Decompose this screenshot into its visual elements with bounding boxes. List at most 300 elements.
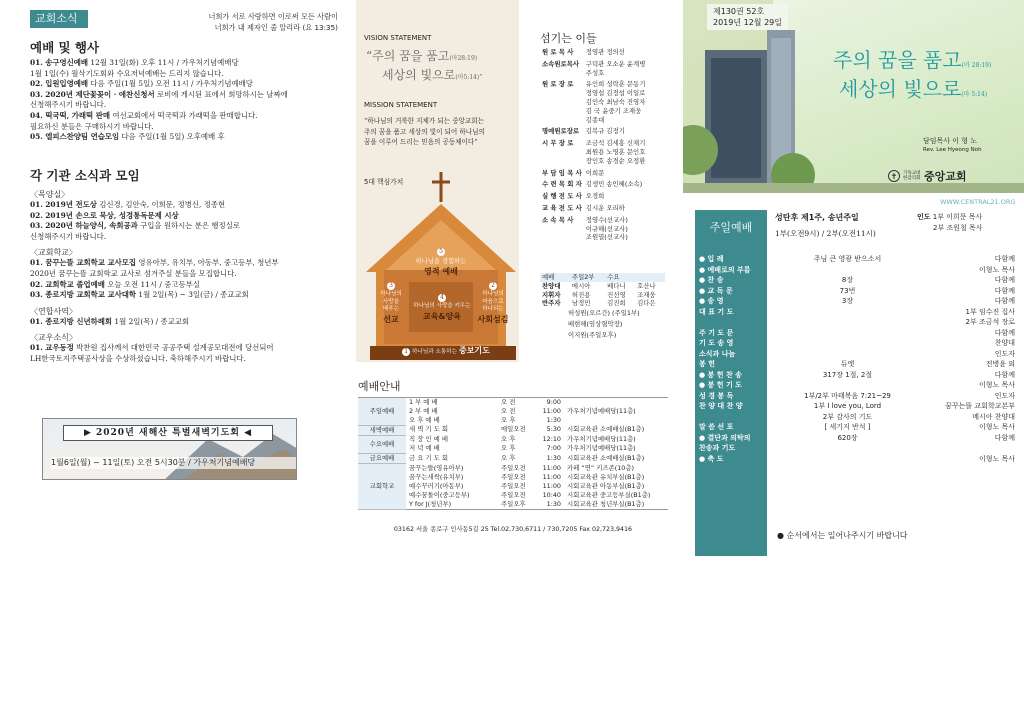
- church-address: 03162 서울 종로구 인사동5길 25 Tel.02,730,6711 / 730,7205 Fax 02,723,9416: [393, 526, 633, 534]
- choir-header: [540, 273, 665, 282]
- order-label: 찬 송: [707, 276, 724, 284]
- service-time: 9:00: [546, 398, 561, 406]
- group-name: 〈교회학교〉: [30, 248, 77, 258]
- footnote-text: 순서에서는 일어나주시기 바랍니다: [786, 531, 908, 540]
- item-title: 종로지방 교회학교 교사대학: [45, 290, 137, 300]
- staff-names: 이희문: [585, 168, 605, 177]
- service-time: 11:00: [542, 463, 561, 472]
- order-label: 성 경 봉 독: [699, 391, 734, 400]
- service-place: 시회교육관 청년부실(B1층): [567, 500, 645, 509]
- stand-dot-icon: ●: [699, 265, 708, 274]
- order-leader: 다함께: [994, 286, 1015, 295]
- choir-cell: 남정민: [571, 299, 591, 308]
- staff-role: 수 련 목 회 자: [542, 180, 582, 189]
- vision-statement: [366, 48, 516, 86]
- event-item: [30, 132, 330, 143]
- group-item: [30, 258, 330, 279]
- item-title: 2020년 제단꽃꽂이 · 애찬신청서: [45, 89, 155, 99]
- order-label: 교 독 문: [707, 286, 733, 295]
- staff-role: 소속원로목사: [542, 59, 580, 68]
- order-label-cell: [695, 296, 767, 307]
- service-place: 시회교육관 중고등부실(B1층): [567, 490, 651, 499]
- item-title: 떡국떡, 가래떡 판매: [45, 110, 111, 120]
- choir-cell: 김진희: [607, 299, 626, 308]
- staff-names: 김시운 오리하: [585, 203, 625, 212]
- leaders: [917, 212, 1012, 234]
- choir-cell: 베다니: [607, 281, 626, 290]
- order-row: [695, 307, 1015, 328]
- value-title: 중보기도: [458, 346, 490, 355]
- choir-extra-line: 이지원(주일오후): [568, 331, 617, 340]
- value-1: [376, 345, 516, 356]
- service-place: 시회교육관 아동부실(B1층): [567, 481, 645, 490]
- stand-dot-icon: ●: [699, 255, 708, 263]
- service-day: 주일오전: [501, 490, 526, 499]
- service-name: 예수꿈돌이(중고등부): [409, 490, 470, 499]
- item-number: 05.: [30, 132, 43, 142]
- vision-line: “주의 꿈을 품고: [366, 49, 450, 63]
- service-day: 주일오후: [501, 500, 526, 509]
- value-title: 영적 예배: [424, 267, 458, 276]
- group-name: 〈연합사역〉: [30, 306, 77, 316]
- choir-extra-line: 허성원(오르간) (주일1부): [568, 309, 640, 318]
- order-leader: 인도자: [994, 349, 1015, 358]
- service-category: 주일예배: [358, 398, 406, 426]
- choir-table: [540, 273, 665, 308]
- order-detail: 3장: [841, 297, 854, 305]
- service-category: 금요예배: [358, 454, 406, 464]
- order-leader: 전병윤 외: [985, 360, 1015, 368]
- value-3: [371, 272, 411, 325]
- service-day: 오 후: [501, 435, 516, 444]
- service-place: 시회교육관 소예배실(B1층): [567, 425, 645, 434]
- service-time: 11:00: [542, 407, 561, 416]
- service-time: 12:10: [542, 435, 561, 444]
- item-text: 다음 주일(1월 5일) 오후예배 후: [119, 132, 225, 142]
- cover-title-line: 주의 꿈을 품고: [833, 48, 962, 72]
- order-label-cell: [695, 275, 767, 286]
- value-desc: 하나님의 마음으로 하나되는: [482, 291, 504, 312]
- order-row: [695, 433, 1015, 454]
- service-time: 1:30: [546, 416, 561, 425]
- staff-row: [540, 127, 647, 139]
- choir-cell: 진선영: [607, 290, 626, 299]
- staff-row: [540, 192, 647, 204]
- order-leader: 인도자: [994, 391, 1015, 400]
- item-text: 여선교회에서 떡국떡과 가래떡을 판매합니다. 필요하신 분들은 구매하시기 바랍니다.: [30, 110, 258, 131]
- pastor-name: 담임목사 이 형 노: [923, 137, 978, 145]
- staff-row: [540, 216, 647, 245]
- order-leader: 이형노 목사: [978, 265, 1015, 274]
- value-desc: 하나님과 소통하는: [412, 349, 458, 355]
- item-text: 구입을 원하시는 분은 행정실로 신청해주시기 바랍니다.: [30, 221, 240, 241]
- service-day: 오 후: [501, 416, 516, 425]
- staff-role: 명예원로장로: [542, 127, 580, 136]
- choir-header-cell: [635, 273, 665, 282]
- order-label: 봉 헌 기 도: [707, 381, 742, 389]
- order-detail: [ 세기지 반석 ]: [824, 423, 871, 431]
- staff-names: 김생민 송민혜(소속): [585, 180, 643, 189]
- staff-table: [540, 48, 647, 245]
- item-title: 2020년 하늘양식, 속회공과: [45, 221, 138, 231]
- order-row: [695, 265, 1015, 276]
- choir-header-cell: 수요: [607, 273, 620, 281]
- order-label: 축 도: [707, 454, 724, 463]
- service-place: 가우처기념예배당(11층): [567, 407, 636, 416]
- item-text: 1월 2일(목) / 종교교회: [112, 316, 190, 326]
- order-row: [695, 328, 1015, 339]
- order-label-cell: [695, 380, 767, 391]
- group-item: [30, 280, 330, 291]
- choir-cell: 지휘자: [542, 290, 561, 299]
- order-label-cell: [695, 265, 767, 276]
- order-detail: 주님 큰 영광 받으소서: [813, 255, 882, 263]
- service-place: [564, 398, 668, 408]
- staff-row: [540, 139, 647, 168]
- service-row: [358, 425, 668, 435]
- service-name: 금 요 기 도 회: [409, 453, 448, 462]
- verse: 너희가 서로 사랑하면 이로써 모든 사람이 너희가 내 제자인 줄 알리라 (요 13:35): [208, 12, 338, 32]
- order-detail: 1부 I love you, Lord 2부 감사의 기도: [813, 402, 882, 421]
- service-name: 1 부 예 배: [409, 398, 438, 406]
- issue-date: 2019년 12월 29일: [713, 18, 782, 27]
- order-detail: 620장: [837, 433, 858, 442]
- order-label: 봉 헌: [699, 360, 715, 368]
- church-logo: [888, 168, 967, 184]
- leader-2: 2부 조원철 목사: [933, 224, 983, 232]
- staff-row: [540, 80, 647, 127]
- order-label: 봉 헌 찬 송: [707, 370, 742, 379]
- service-day: 오 후: [501, 444, 516, 453]
- order-label: 예배로의 부름: [707, 265, 751, 274]
- item-text: 로비에 게시된 표에서 희망하시는 날짜에 신청해주시기 바랍니다.: [30, 89, 288, 110]
- staff-row: [540, 48, 647, 60]
- item-title: 교회학교 졸업예배: [45, 279, 105, 289]
- order-detail: [767, 338, 920, 349]
- item-number: 02.: [30, 210, 43, 220]
- order-leader: 이형노 목사: [978, 454, 1015, 463]
- staff-names: 정영관 정의선: [585, 48, 625, 56]
- order-leader: 이형노 목사: [978, 381, 1015, 389]
- item-title: 종로지방 신년하례회: [45, 316, 113, 326]
- choir-cell: 조재웅: [637, 290, 656, 299]
- cover-title-line: 세상의 빛으로: [839, 77, 962, 101]
- service-name: 새 벽 기 도 회: [409, 425, 448, 434]
- event-item: [30, 58, 330, 79]
- service-category: 수요예배: [358, 435, 406, 453]
- staff-names: 김복규 김정기: [585, 127, 625, 136]
- worship-guide: [358, 378, 668, 533]
- service-name: 꿈꾸는새싹(유치부): [409, 472, 464, 481]
- order-label: 주 기 도 문: [699, 328, 734, 337]
- order-label-cell: [695, 349, 767, 360]
- value-number: 1: [402, 348, 410, 356]
- choir-cell: 허진용: [571, 290, 591, 299]
- banner-subtitle: 1월6일(월) ~ 11일(토) 오전 5시30분 / 가우처기념예배당: [51, 457, 296, 469]
- service-name: 직 장 인 예 배: [409, 435, 448, 444]
- item-text: 오늘 오전 11시 / 중고등부실: [104, 279, 200, 289]
- church-logo-icon: ✝: [888, 170, 900, 182]
- order-label-cell: [695, 307, 767, 328]
- order-leader: 다함께: [994, 370, 1015, 379]
- service-day: 오 전: [501, 407, 516, 416]
- banner-title-text: 2020년 새해산 특별새벽기도회: [96, 428, 240, 438]
- service-day: 오 전: [501, 398, 516, 406]
- service-place: 시회교육관 유치부실(B1층): [567, 472, 645, 481]
- order-label-cell: [695, 338, 767, 349]
- order-of-worship: [695, 254, 1015, 464]
- order-row: [695, 401, 1015, 422]
- choir-header-cell: 예배: [542, 273, 555, 281]
- item-number: 02.: [30, 79, 43, 89]
- order-label-cell: [695, 328, 767, 339]
- order-leader: 다함께: [994, 297, 1015, 305]
- cover-title-ref: (마 5:14): [961, 91, 988, 98]
- church-name: 중앙교회: [924, 170, 967, 183]
- stand-dot-icon: ●: [699, 297, 708, 305]
- vision-ref: (마28:19): [449, 55, 478, 62]
- staff-role: 원 로 장 로: [542, 80, 574, 89]
- group-item: [30, 211, 330, 222]
- order-label: 입 례: [707, 255, 724, 263]
- order-row: [695, 454, 1015, 465]
- order-detail: [767, 307, 920, 328]
- service-name: Y for J(청년부): [409, 500, 452, 509]
- order-detail: 317장 1절, 2절: [822, 370, 873, 379]
- value-number: 4: [438, 294, 446, 302]
- order-row: [695, 380, 1015, 391]
- choir-cell: 반주자: [542, 299, 561, 308]
- item-number: 02.: [30, 279, 43, 289]
- choir-row: [540, 282, 665, 291]
- order-detail: [767, 349, 920, 360]
- order-label-cell: [695, 254, 767, 265]
- order-label: 찬 양 대 찬 양: [699, 402, 743, 410]
- choir-cell: 메시아: [571, 281, 591, 290]
- value-2: [472, 272, 514, 325]
- choir-cell: 찬양대: [542, 281, 561, 290]
- core-values-label: 5대 핵심가치: [364, 178, 404, 186]
- order-detail: 1부/2부 마태복음 7:21~29: [804, 391, 891, 400]
- item-number: 01.: [30, 200, 43, 209]
- section-title: 각 기관 소식과 모임: [30, 168, 140, 183]
- staff-panel: [540, 30, 680, 245]
- order-row: [695, 286, 1015, 297]
- service-name: 예수꾸러기(아동부): [409, 481, 464, 490]
- order-detail: [767, 380, 920, 391]
- order-label: 송 영: [707, 297, 724, 305]
- order-label-cell: [695, 401, 767, 422]
- choir-extra-line: 배현해(임상혈악장): [568, 320, 623, 329]
- event-item: [30, 79, 330, 90]
- item-text: 영유아부, 유치부, 아동부, 중고등부, 청년부 2020년 꿈꾸는뜰 교회학교 교사로 섬겨주실 분들을 모집합니다.: [30, 258, 279, 278]
- mission-text: “하나님의 거룩한 지체가 되는 중앙교회는 주의 꿈을 품고 세상의 빛이 되어 하나님의 꿈을 이루어 드리는 믿음의 공동체이다”: [364, 117, 485, 146]
- staff-names: 유인희 성락훈 문동기 정영섭 김정섭 이일로 김인숙 최남숙 진영자 김 국 윤중기 조재웅 김종대: [585, 80, 646, 124]
- order-label: 소식과 나눔: [699, 349, 736, 358]
- item-number: 03.: [30, 89, 43, 99]
- item-number: 01.: [30, 58, 43, 67]
- item-title: 2019년 전도상: [45, 200, 97, 209]
- stand-dot-icon: ●: [699, 381, 708, 389]
- value-desc: 하나님을 경험하는: [415, 258, 467, 265]
- order-leader: 다함께: [994, 433, 1015, 442]
- service-row: [358, 454, 668, 464]
- section-title: 예배 및 행사: [30, 40, 100, 55]
- order-row: [695, 296, 1015, 307]
- value-title: 사회섬김: [477, 314, 509, 324]
- service-name: 꿈꾸는뜰(영유아부): [409, 463, 464, 472]
- service-name: 2 부 예 배: [409, 407, 438, 416]
- order-row: [695, 254, 1015, 265]
- order-leader: 1부 임수진 집사 2부 조금석 장로: [965, 307, 1015, 326]
- order-leader: 찬양대: [994, 339, 1015, 347]
- service-day: 주일오전: [501, 463, 526, 472]
- issue-info: [707, 4, 788, 30]
- vision-label: VISION STATEMENT: [364, 34, 432, 42]
- vision-ref: (마5:14)”: [455, 74, 483, 81]
- staff-row: [540, 180, 647, 192]
- service-time: 10:40: [542, 490, 561, 499]
- pastor-english: Rev. Lee Hyeong Noh: [923, 147, 982, 153]
- item-number: 01.: [30, 258, 43, 268]
- service-row: [358, 398, 668, 408]
- item-title: 송구영신예배: [45, 58, 89, 67]
- item-title: 꿈꾸는뜰 교회학교 교사모집: [45, 258, 137, 268]
- order-label-cell: [695, 359, 767, 370]
- news-tag: 교회소식: [30, 10, 88, 28]
- choir-cell: 호산나: [637, 281, 656, 290]
- order-detail: [767, 265, 920, 276]
- choir-extra: [540, 308, 665, 341]
- item-text: 박찬원 집사께서 대한민국 공공주택 설계공모대전에 당선되어 LH한국토지주택공사상을 수상하셨습니다. 축하해주시기 바랍니다.: [30, 343, 274, 363]
- group-name: 〈교우소식〉: [30, 333, 77, 343]
- choir-cell: 김다은: [637, 299, 656, 308]
- issue-number: 제130권 52호: [713, 7, 765, 16]
- vision-panel: [356, 0, 519, 362]
- staff-names: 오경희: [585, 192, 605, 201]
- service-name: 저 녁 예 배: [409, 444, 440, 453]
- item-number: 03.: [30, 221, 43, 231]
- service-place: 시회교육관 소예배실(B1층): [567, 453, 645, 462]
- order-label-cell: [695, 370, 767, 381]
- staff-role: 실 행 전 도 사: [542, 192, 582, 201]
- staff-row: [540, 169, 647, 181]
- item-title: 2019년 손으로 묵상, 성경통독문제 시상: [45, 210, 179, 220]
- order-label: 기 도 송 영: [699, 339, 734, 347]
- value-number: 3: [387, 282, 395, 290]
- value-title: 교육&양육: [423, 311, 461, 321]
- footnote: ● 순서에서는 일어나주시기 바랍니다: [777, 531, 908, 540]
- staff-names: 정영수(선교사) 이규해(선교사) 조원열(선교사): [585, 215, 628, 242]
- item-number: 03.: [30, 290, 43, 300]
- order-detail: [767, 454, 920, 465]
- choir-header-cell: 주일2부: [571, 273, 595, 281]
- staff-role: 소 속 목 사: [542, 215, 574, 224]
- order-detail: [767, 328, 920, 339]
- order-label-cell: [695, 454, 767, 465]
- item-title: 엘피스찬양팀 연습모임: [45, 132, 120, 142]
- staff-row: [540, 204, 647, 216]
- item-number: 01.: [30, 316, 43, 326]
- staff-title: 섬기는 이들: [540, 32, 597, 45]
- order-row: [695, 391, 1015, 402]
- staff-names: 구덕관 오소운 윤계병 주성호: [585, 59, 646, 77]
- choir-row: [540, 299, 665, 308]
- cover-title: [833, 44, 1023, 102]
- service-day: 주일오전: [501, 472, 526, 481]
- staff-role: 원 로 목 사: [542, 48, 574, 56]
- choir-table-wrap: [540, 273, 665, 341]
- staff-role: 부 담 임 목 사: [542, 168, 582, 177]
- service-time: 11:00: [542, 472, 561, 481]
- stand-dot-icon: ●: [699, 370, 708, 379]
- value-desc: 하나님의 사랑을 베푸는: [380, 291, 402, 312]
- service-name: 오 후 예 배: [409, 416, 440, 425]
- service-time: 1:30: [546, 500, 561, 509]
- event-item: [30, 111, 330, 132]
- service-day: 주일오전: [501, 481, 526, 490]
- order-detail: 듀엣: [840, 360, 855, 368]
- item-text: 12월 31일(화) 오후 11시 / 가우처기념예배당 1월 1일(수) 월삭기도회와 수요저녁예배는 드리지 않습니다.: [30, 58, 239, 78]
- service-place: [564, 416, 668, 425]
- leader-1: 1부 이희문 목사: [932, 213, 983, 221]
- service-time: 7:00: [546, 444, 561, 453]
- order-leader: 다함께: [994, 255, 1015, 263]
- staff-row: [540, 60, 647, 81]
- order-row: [695, 422, 1015, 433]
- leader-label: 인도: [917, 213, 931, 221]
- service-category: 새벽예배: [358, 425, 406, 435]
- service-time: 5:30: [546, 425, 561, 434]
- sermon-week: 성탄후 제1주, 송년주일: [775, 213, 859, 222]
- value-desc: 하나님의 사랑을 키우는: [413, 303, 471, 309]
- service-day: 매일오전: [501, 425, 526, 434]
- website-link[interactable]: WWW.CENTRAL21.ORG: [940, 198, 1016, 206]
- service-row: [358, 464, 668, 473]
- item-text: 다음 주일(1월 5일) 오전 11시 / 가우처기념예배당: [88, 79, 253, 89]
- item-text: 1월 2일(목) ~ 3일(금) / 종교교회: [136, 290, 249, 300]
- event-item: [30, 90, 330, 111]
- service-times: 1부(오전9시) / 2부(오전11시): [775, 229, 876, 238]
- order-row: [695, 338, 1015, 349]
- service-place: 가우처기념예배당(11층): [567, 435, 636, 444]
- order-label: 결단과 의탁의 찬송과 기도: [699, 433, 751, 452]
- denomination: 기독교대한감리회: [903, 171, 921, 181]
- order-detail: 73번: [839, 286, 856, 295]
- worship-guide-title: 예배안내: [358, 380, 401, 393]
- banner-bullet-icon: ◀: [239, 428, 253, 438]
- stand-dot-icon: ●: [699, 433, 708, 442]
- value-number: 2: [489, 282, 497, 290]
- order-leader: 이형노 목사: [978, 423, 1015, 431]
- order-label-cell: [695, 422, 767, 433]
- order-row: [695, 370, 1015, 381]
- order-leader: 꿈꾸는뜰 교회학교본부 메시아 찬양대: [945, 402, 1015, 421]
- prayer-banner: [42, 418, 297, 480]
- cover: [683, 0, 1024, 193]
- service-time: 11:00: [542, 481, 561, 490]
- section-groups: [30, 160, 330, 365]
- order-leader: 다함께: [994, 276, 1015, 284]
- item-text: 김신경, 김안숙, 이희문, 정병신, 정종현: [96, 200, 226, 209]
- services-table: [358, 397, 668, 510]
- group-item: [30, 200, 330, 211]
- panel-news: [30, 10, 338, 430]
- stand-dot-icon: ●: [699, 454, 708, 463]
- groups-list: [30, 189, 330, 365]
- order-leader: 다함께: [994, 328, 1015, 337]
- order-label-cell: [695, 433, 767, 454]
